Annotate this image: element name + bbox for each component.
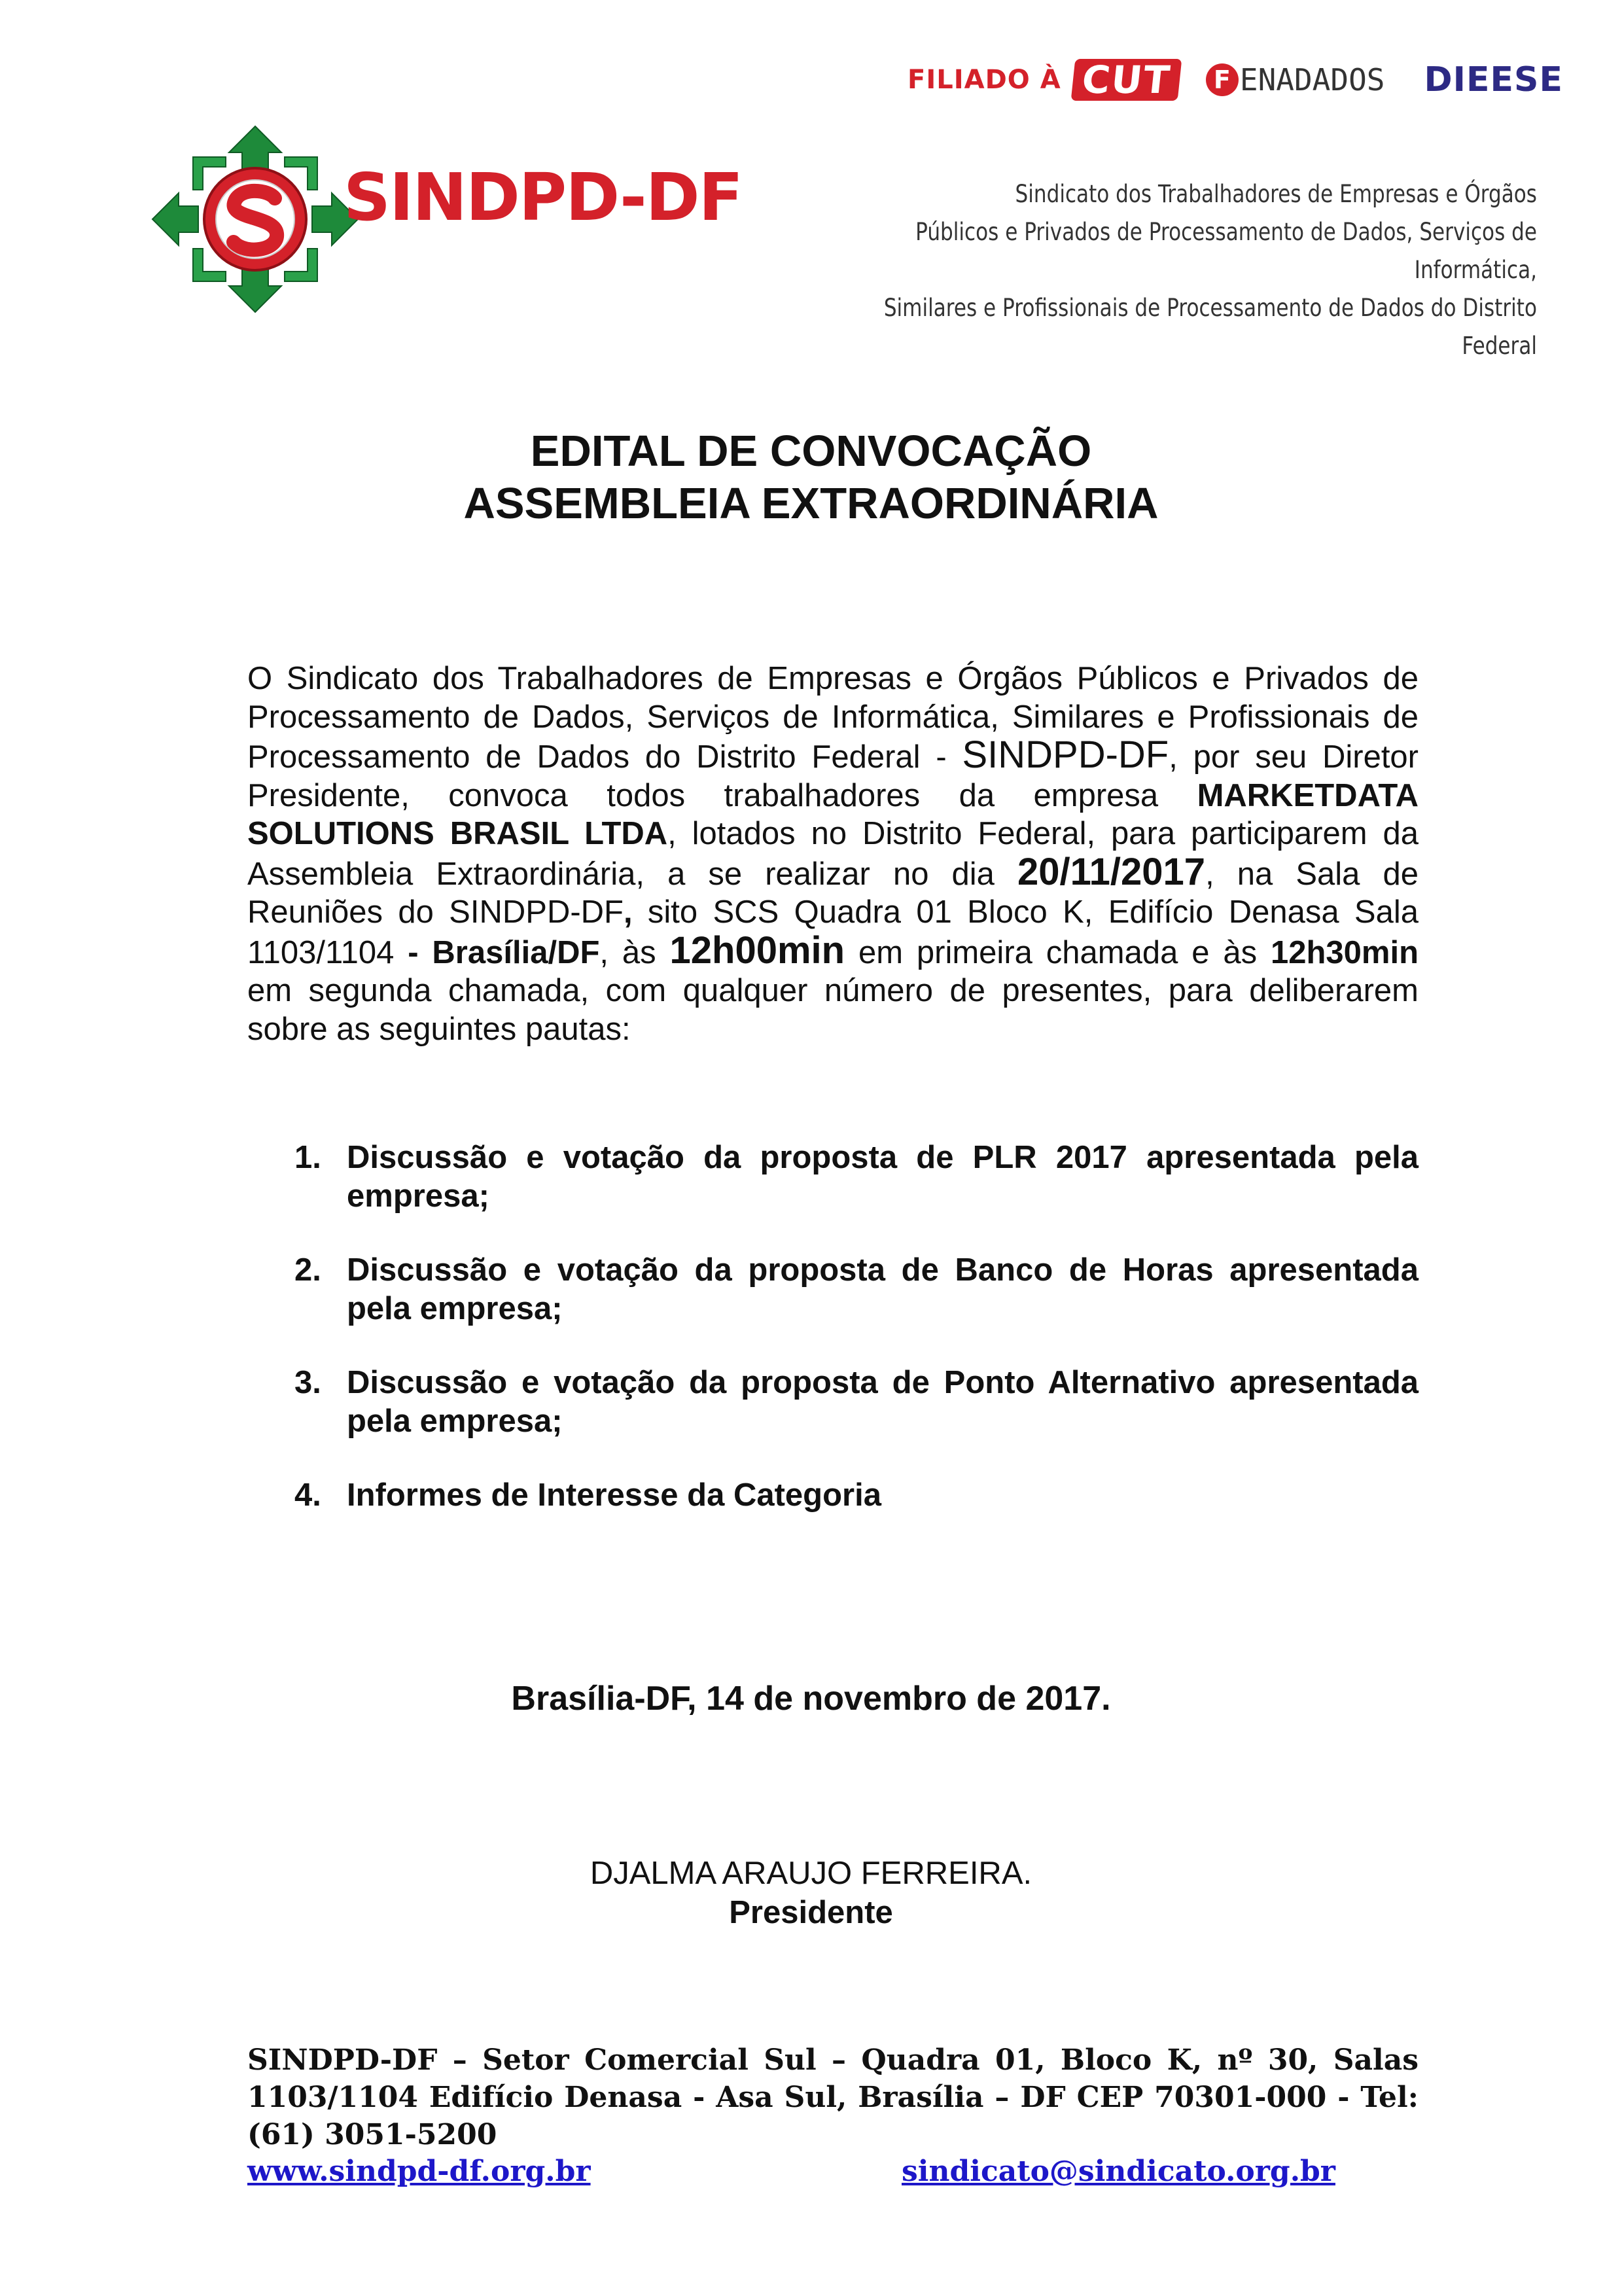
agenda-item-text: Discussão e votação da proposta de PLR 2017 apresentada pela empresa;: [347, 1140, 1419, 1214]
body-text-segment: , lotados no Distrito Federal, para participarem da Assembleia Extraordinária, a se realizar no dia: [247, 816, 1419, 892]
body-text-segment: sito SCS Quadra 01 Bloco K, Edifício Denasa Sala 1103/1104: [247, 894, 1419, 970]
agenda-item-number: 1.: [294, 1140, 321, 1175]
agenda-item: [247, 1364, 1419, 1440]
fenadados-logo-mark: F: [1206, 63, 1239, 96]
agenda-item-number: 4.: [294, 1477, 321, 1513]
agenda-item-text: Discussão e votação da proposta de Banco de Horas apresentada pela empresa;: [347, 1252, 1419, 1326]
body-text-segment: , na Sala de Reuniões do SINDPD-DF: [247, 856, 1419, 930]
sindpd-logo-icon: [147, 121, 363, 317]
website-link[interactable]: www.sindpd-df.org.br: [247, 2155, 591, 2188]
affiliation-label: FILIADO À: [908, 65, 1061, 95]
body-text-segment: em primeira chamada e às: [845, 934, 1271, 970]
agenda-list: [247, 1139, 1419, 1551]
agenda-item: [247, 1139, 1419, 1215]
dieese-logo: DIEESE: [1424, 60, 1563, 99]
sindpd-logo-text: SINDPD-DF: [344, 159, 742, 236]
company-name: MARKETDATA SOLUTIONS BRASIL LTDA: [247, 777, 1419, 851]
signer-role: Presidente: [729, 1895, 893, 1930]
body-text-segment: O Sindicato dos Trabalhadores de Empresas e Órgãos Públicos e Privados de Processamento de Dados, Serviços de Informática, Similares e Profissionais de Processamento de Dados do Distrito Federal -: [247, 661, 1419, 775]
body-text-segment: em segunda chamada, com qualquer número de presentes, para deliberarem sobre as seguintes pautas:: [247, 973, 1419, 1047]
fenadados-logo-text: ENADADOS: [1239, 62, 1385, 97]
agenda-item-text: Informes de Interesse da Categoria: [347, 1477, 881, 1513]
body-text-segment: , por seu Diretor Presidente, convoca todos trabalhadores da empresa: [247, 739, 1419, 813]
body-text-segment: , às: [599, 934, 670, 970]
union-description: [850, 175, 1537, 365]
assembly-date: 20/11/2017: [1017, 850, 1206, 893]
document-title-line2: ASSEMBLEIA EXTRAORDINÁRIA: [463, 479, 1159, 528]
footer-address: SINDPD-DF – Setor Comercial Sul – Quadra 01, Bloco K, nº 30, Salas 1103/1104 Edifício Denasa - Asa Sul, Brasília – DF CEP 70301-000 - Tel: (61) 3051-5200: [247, 2043, 1419, 2151]
agenda-item-number: 2.: [294, 1252, 321, 1288]
agenda-item-text: Discussão e votação da proposta de Ponto Alternativo apresentada pela empresa;: [347, 1365, 1419, 1439]
email-link[interactable]: sindicato@sindicato.org.br: [902, 2155, 1335, 2188]
document-date: Brasília-DF, 14 de novembro de 2017.: [511, 1680, 1111, 1718]
org-name: SINDPD-DF: [962, 733, 1169, 776]
cut-logo: CUT: [1070, 59, 1182, 101]
second-call-time: 12h30min: [1270, 934, 1419, 970]
convocation-paragraph: [247, 660, 1419, 1048]
union-description-line: Sindicato dos Trabalhadores de Empresas e Órgãos: [1015, 180, 1537, 208]
union-description-line: Públicos e Privados de Processamento de Dados, Serviços de Informática,: [915, 218, 1537, 284]
union-description-line: Similares e Profissionais de Processamento de Dados do Distrito Federal: [883, 294, 1537, 360]
affiliations-bar: [908, 54, 1563, 106]
document-title-line1: EDITAL DE CONVOCAÇÃO: [530, 427, 1092, 476]
assembly-city: - Brasília/DF: [408, 934, 600, 970]
agenda-item-number: 3.: [294, 1365, 321, 1400]
body-comma: ,: [623, 894, 633, 930]
document-title: [0, 425, 1622, 530]
footer-links: [247, 2153, 1419, 2192]
fenadados-logo: [1206, 62, 1385, 97]
agenda-item: [247, 1251, 1419, 1328]
first-call-time: 12h00min: [669, 928, 845, 972]
signer-name: DJALMA ARAUJO FERREIRA.: [590, 1856, 1032, 1891]
agenda-item: [247, 1476, 1419, 1515]
